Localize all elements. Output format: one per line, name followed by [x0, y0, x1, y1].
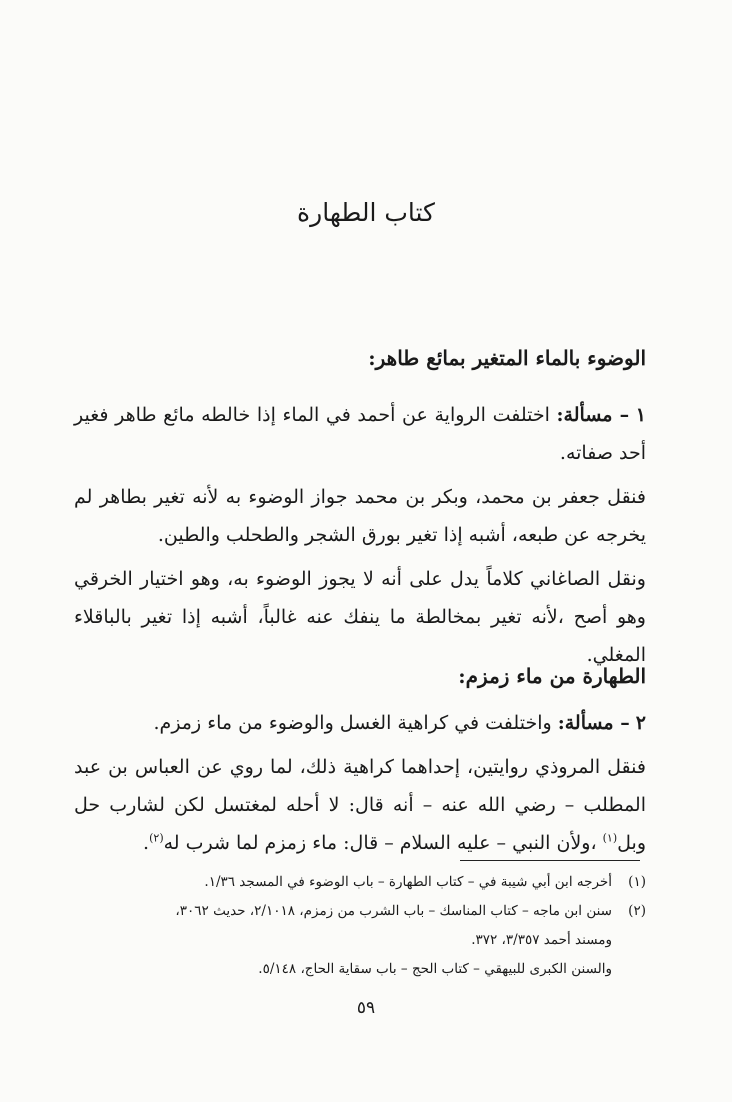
issue-label: – مسألة: — [557, 712, 630, 734]
section-heading-changed-water: الوضوء بالماء المتغير بمائع طاهر: — [368, 346, 646, 370]
footnote-ref[interactable]: (٢) — [149, 831, 164, 845]
section-body-changed-water — [74, 396, 646, 674]
footnote — [74, 868, 646, 897]
footnote-text: أخرجه ابن أبي شيبة في – كتاب الطهارة – باب الوضوء في المسجد ١/٣٦. — [204, 874, 612, 890]
footnote-continuation: والسنن الكبرى للبيهقي – كتاب الحج – باب سقاية الحاج، ٥/١٤٨. — [258, 961, 612, 977]
paragraph-text: فنقل المروذي روايتين، إحداهما كراهية ذلك، لما روي عن العباس بن عبد المطلب – رضي الله عنه – أنه قال: لا أحله لمغتسل لكن لشارب حل وبل — [74, 756, 646, 854]
footnote-continuation: ومسند أحمد ٣/٣٥٧، ٣٧٢. — [471, 932, 612, 948]
footnote-number: (١) — [628, 874, 646, 890]
issue-text: واختلفت في كراهية الغسل والوضوء من ماء زمزم. — [153, 712, 552, 734]
issue-2-paragraph — [74, 704, 646, 742]
chapter-title: كتاب الطهارة — [297, 198, 435, 227]
section-body-zamzam — [74, 704, 646, 862]
issue-text: اختلفت الرواية عن أحمد في الماء إذا خالطه مائع طاهر فغير أحد صفاته. — [74, 404, 646, 464]
footnote-number: (٢) — [628, 903, 646, 919]
issue-number: ٢ — [635, 712, 646, 734]
paragraph: فنقل جعفر بن محمد، وبكر بن محمد جواز الوضوء به لأنه تغير بطاهر لم يخرجه عن طبعه، أشبه إذا تغير بورق الشجر والطحلب والطين. — [74, 486, 647, 546]
page-number: ٥٩ — [356, 998, 376, 1018]
footnote-ref[interactable]: (١) — [602, 831, 618, 845]
issue-1-paragraph — [74, 396, 646, 472]
section-heading-zamzam: الطهارة من ماء زمزم: — [458, 664, 646, 688]
footnote-separator — [460, 860, 640, 861]
footnotes — [74, 868, 646, 984]
paragraph — [74, 748, 646, 862]
footnote-text: سنن ابن ماجه – كتاب المناسك – باب الشرب من زمزم، ٢/١٠١٨، حديث ٣٠٦٢، — [175, 903, 612, 919]
paragraph: ونقل الصاغاني كلاماً يدل على أنه لا يجوز الوضوء به، وهو اختيار الخرقي وهو أصح ،لأنه تغير بمخالطة ما ينفك عنه غالباً، أشبه إذا تغير بالباقلاء المغلي. — [74, 568, 646, 666]
footnote — [74, 897, 646, 926]
paragraph-text: ،ولأن النبي – عليه السلام – قال: ماء زمزم لما شرب له — [163, 832, 603, 854]
paragraph-text: . — [143, 832, 150, 854]
issue-number: ١ — [635, 404, 647, 426]
issue-label: – مسألة: — [556, 404, 630, 426]
